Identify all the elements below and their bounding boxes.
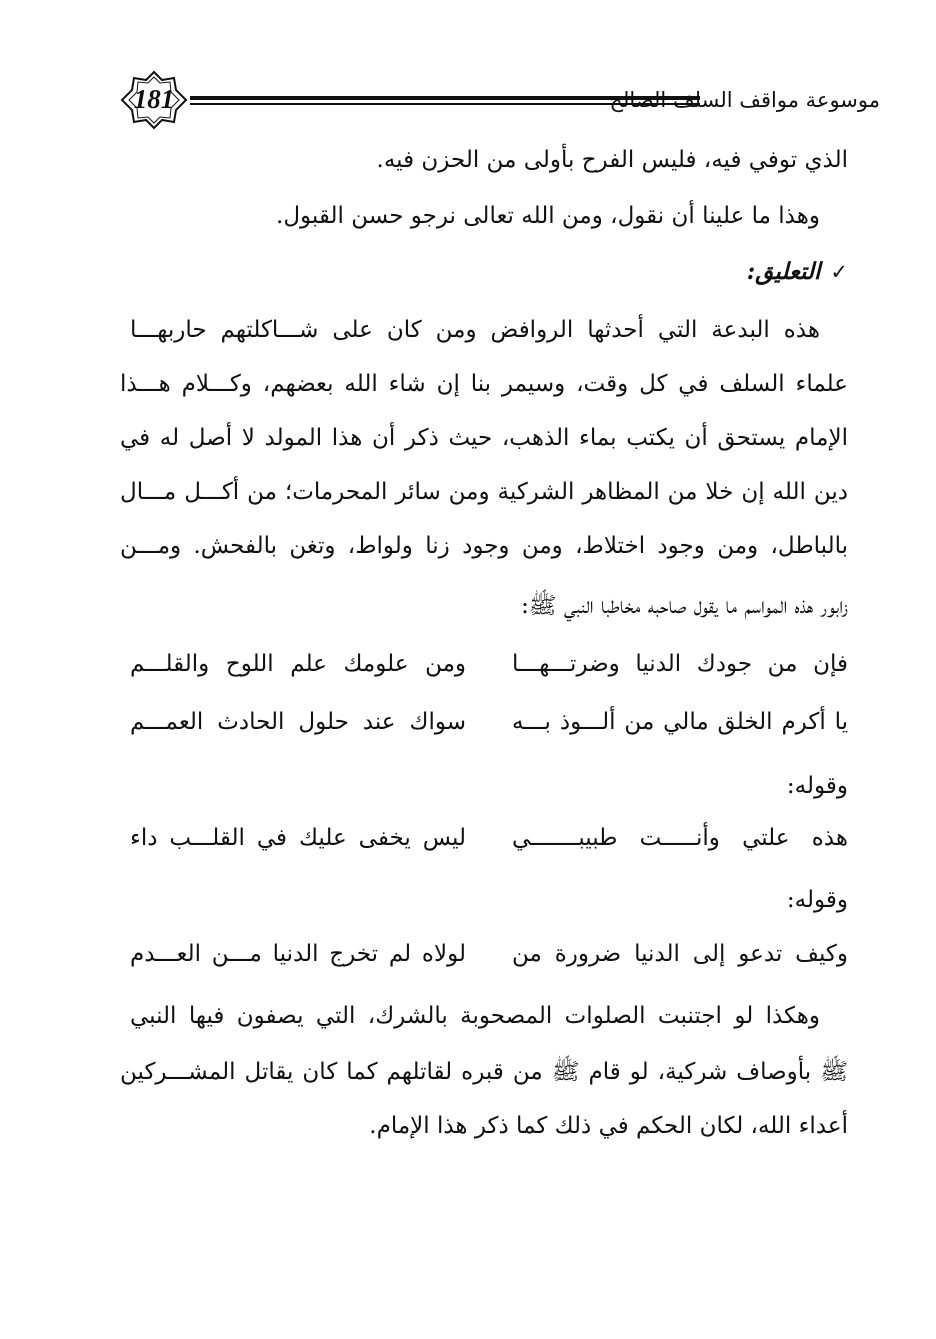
verse-3-first-hemistich: هذه علتي وأنـــــت طبيبـــــــي (512, 825, 848, 851)
paragraph-1-line: الذي توفي فيه، فليس الفرح بأولى من الحزن فيه. (376, 147, 848, 173)
verse-2-first-hemistich: يا أكرم الخلق مالي من ألـــوذ بـــه (512, 709, 848, 735)
paragraph-4-line: ﷺ بأوصاف شركية، لو قام ﷺ من قبره لقاتلهم كما كان يقاتل المشـــركين (120, 1059, 848, 1085)
verse-1-second-hemistich: ومن علومك علم اللوح والقلـــم (130, 651, 466, 677)
book-title: موسوعة مواقف السلف الصالح (609, 88, 880, 112)
paragraph-3-line: علماء السلف في كل وقت، وسيمر بنا إن شاء الله بعضهم، وكـــلام هـــذا (120, 371, 848, 397)
checkmark-icon: ✓ (830, 260, 848, 284)
verse-1-first-hemistich: فإن من جودك الدنيا وضرتـــهـــا (512, 651, 848, 677)
paragraph-3-line: زابور هذه المواسم ما يقول صاحبه مخاطبا النبي ﷺ: (521, 593, 848, 619)
qawluh-label: وقوله: (786, 887, 848, 913)
verse-4-second-hemistich: لولاه لم تخرج الدنيا مـــن العـــدم (130, 941, 466, 967)
paragraph-3-line: بالباطل، ومن وجود اختلاط، ومن وجود زنا ولواط، وتغن بالفحش. ومـــن (120, 533, 848, 559)
verse-4-first-hemistich: وكيف تدعو إلى الدنيا ضرورة من (512, 941, 848, 967)
paragraph-2-line: وهذا ما علينا أن نقول، ومن الله تعالى نرجو حسن القبول. (276, 203, 820, 229)
heading-text: التعليق: (746, 258, 821, 285)
verse-3-second-hemistich: ليس يخفى عليك في القلـــب داء (130, 825, 466, 851)
paragraph-3-line: دين الله إن خلا من المظاهر الشركية ومن سائر المحرمات؛ من أكـــل مـــال (120, 479, 848, 505)
paragraph-3-line: هذه البدعة التي أحدثها الروافض ومن كان على شـــاكلتهم حاربهـــا (130, 317, 820, 343)
paragraph-4-line: وهكذا لو اجتنبت الصلوات المصحوبة بالشرك، التي يصفون فيها النبي (130, 1003, 820, 1029)
qawluh-label: وقوله: (786, 773, 848, 799)
verse-2-second-hemistich: سواك عند حلول الحادث العمـــم (130, 709, 466, 735)
page-header (120, 68, 880, 132)
page-number-badge (120, 70, 188, 130)
page-number: 181 (133, 84, 175, 114)
paragraph-4-line: أعداء الله، لكان الحكم في ذلك كما ذكر هذا الإمام. (369, 1113, 848, 1139)
paragraph-3-line: الإمام يستحق أن يكتب بماء الذهب، حيث ذكر أن هذا المولد لا أصل له في (120, 425, 848, 451)
section-heading (560, 252, 848, 292)
